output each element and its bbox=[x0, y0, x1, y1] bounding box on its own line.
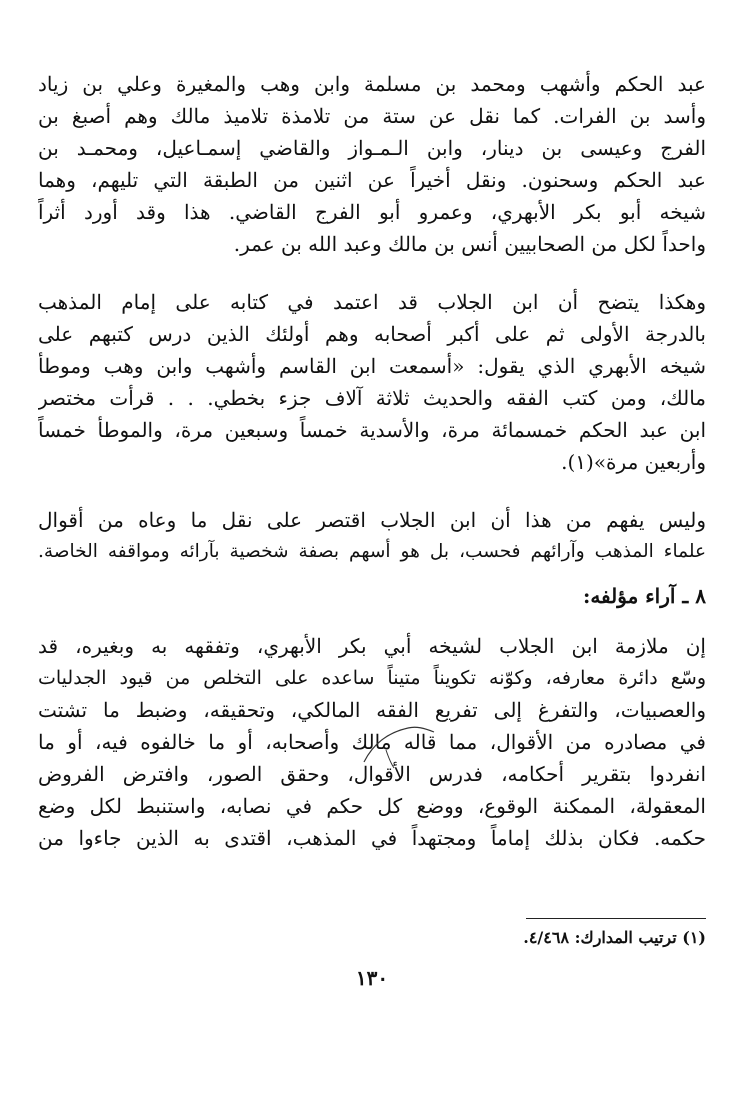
text-line: علماء المذهب وآرائهم فحسب، بل هو أسهم بصفة شخصية بآرائه ومواقفه الخاصة. bbox=[38, 541, 706, 562]
text-line: عبد الحكم وسحنون. ونقل أخيراً عن اثنين من الطبقة التي تليهم، وهما bbox=[38, 168, 706, 192]
footnote-divider bbox=[526, 918, 706, 919]
text-line: مالك، ومن كتب الفقه والحديث ثلاثة آلاف جزء بخطي. . . قرأت مختصر bbox=[38, 386, 706, 410]
page-number: ١٣٠ bbox=[355, 966, 389, 990]
paragraph-4 bbox=[38, 630, 706, 854]
text-line: الفرج وعيسى بن دينار، وابن الـمـواز والقاضي إسمـاعيل، ومحمـد بن bbox=[38, 136, 706, 160]
text-line: انفردوا بتقرير أحكامه، فدرس الأقوال، وحقق الصور، وافترض الفروض bbox=[38, 762, 706, 786]
text-line: وهكذا يتضح أن ابن الجلاب قد اعتمد في كتابه على إمام المذهب bbox=[38, 290, 706, 314]
paragraph-1 bbox=[38, 68, 706, 260]
text-line: وأربعين مرة»(١). bbox=[561, 450, 706, 474]
text-line: في مصادره من الأقوال، مما قاله مالك وأصحابه، أو ما خالفوه فيه، أو ما bbox=[38, 730, 706, 754]
paragraph-3 bbox=[38, 504, 706, 568]
paragraph-2 bbox=[38, 286, 706, 478]
text-line: وليس يفهم من هذا أن ابن الجلاب اقتصر على نقل ما وعاه من أقوال bbox=[38, 508, 706, 532]
text-line: ابن عبد الحكم خمسمائة مرة، والأسدية خمساً وسبعين مرة، والموطأ خمساً bbox=[38, 418, 706, 442]
text-line: وأسد بن الفرات. كما نقل عن ستة من تلامذة تلاميذ مالك وهم أصبغ بن bbox=[38, 104, 706, 128]
text-line: المعقولة، الممكنة الوقوع، ووضع كل حكم في نصابه، واستنبط لكل وضع bbox=[38, 794, 706, 818]
footnote: (١) ترتيب المدارك: ٤/٤٦٨. bbox=[523, 928, 706, 947]
text-line: شيخه الأبهري الذي يقول: «أسمعت ابن القاسم وأشهب وابن وهب وموطأ bbox=[38, 354, 706, 378]
text-line: وسّع دائرة معارفه، وكوّنه تكويناً متيناً ساعده على التخلص من قيود الجدليات bbox=[38, 667, 706, 689]
page-body bbox=[38, 68, 706, 854]
section-heading: ٨ ـ آراء مؤلفه: bbox=[582, 584, 706, 608]
text-line: بالدرجة الأولى ثم على أكبر أصحابه وهم أولئك الذين درس كتبهم على bbox=[38, 322, 706, 346]
text-line: حكمه. فكان بذلك إماماً ومجتهداً في المذهب، اقتدى به الذين جاءوا من bbox=[38, 826, 706, 850]
text-line: والعصبيات، والتفرغ إلى تفريع الفقه المالكي، وتحقيقه، وضبط ما تشتت bbox=[38, 698, 706, 722]
text-line: شيخه أبو بكر الأبهري، وعمرو أبو الفرج القاضي. هذا وقد أورد أثراً bbox=[38, 200, 706, 224]
text-line: عبد الحكم وأشهب ومحمد بن مسلمة وابن وهب والمغيرة وعلي بن زياد bbox=[38, 72, 706, 96]
text-line: واحداً لكل من الصحابيين أنس بن مالك وعبد الله بن عمر. bbox=[233, 232, 706, 256]
text-line: إن ملازمة ابن الجلاب لشيخه أبي بكر الأبهري، وتفقهه به وبغيره، قد bbox=[38, 634, 706, 658]
